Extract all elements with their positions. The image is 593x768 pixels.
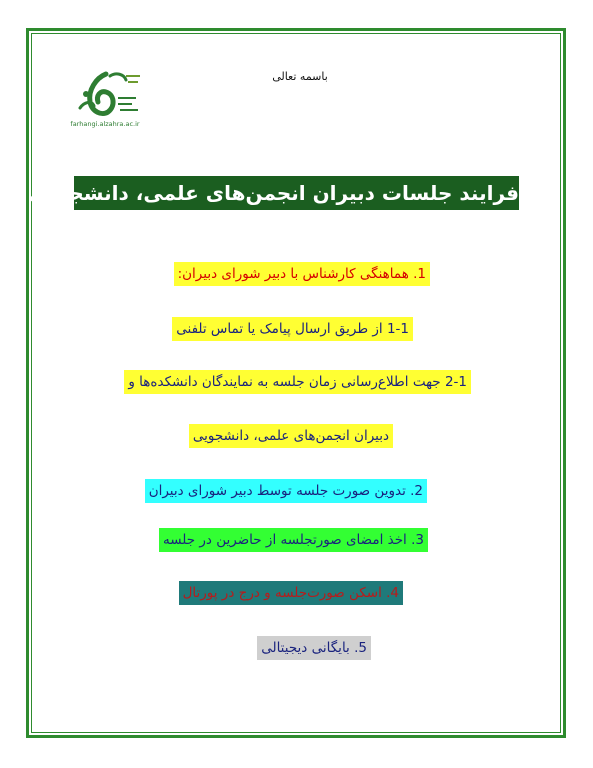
step-4: 4. اسکن صورت‌جلسه و درج در پورتال — [179, 581, 403, 605]
step-3: 3. اخذ امضای صورتجلسه از حاضرین در جلسه — [159, 528, 428, 552]
step-1: 1. هماهنگی کارشناس با دبیر شورای دبیران: — [174, 262, 430, 286]
step-1-2-line-b: دبیران انجمن‌های علمی، دانشجویی — [189, 424, 393, 448]
document-title: فرایند جلسات دبیران انجمن‌های علمی، دانشجویی — [74, 176, 519, 210]
step-1-2-line-a: 2-1 جهت اطلاع‌رسانی زمان جلسه به نمایندگان دانشکده‌ها و — [124, 370, 471, 394]
logo-url: farhangi.alzahra.ac.ir — [70, 120, 140, 128]
step-2: 2. تدوین صورت جلسه توسط دبیر شورای دبیران — [145, 479, 427, 503]
step-5: 5. بایگانی دیجیتالی — [257, 636, 371, 660]
step-1-1: 1-1 از طریق ارسال پیامک یا تماس تلفنی — [172, 317, 413, 341]
bismillah-heading: باسمه تعالی — [272, 70, 328, 83]
